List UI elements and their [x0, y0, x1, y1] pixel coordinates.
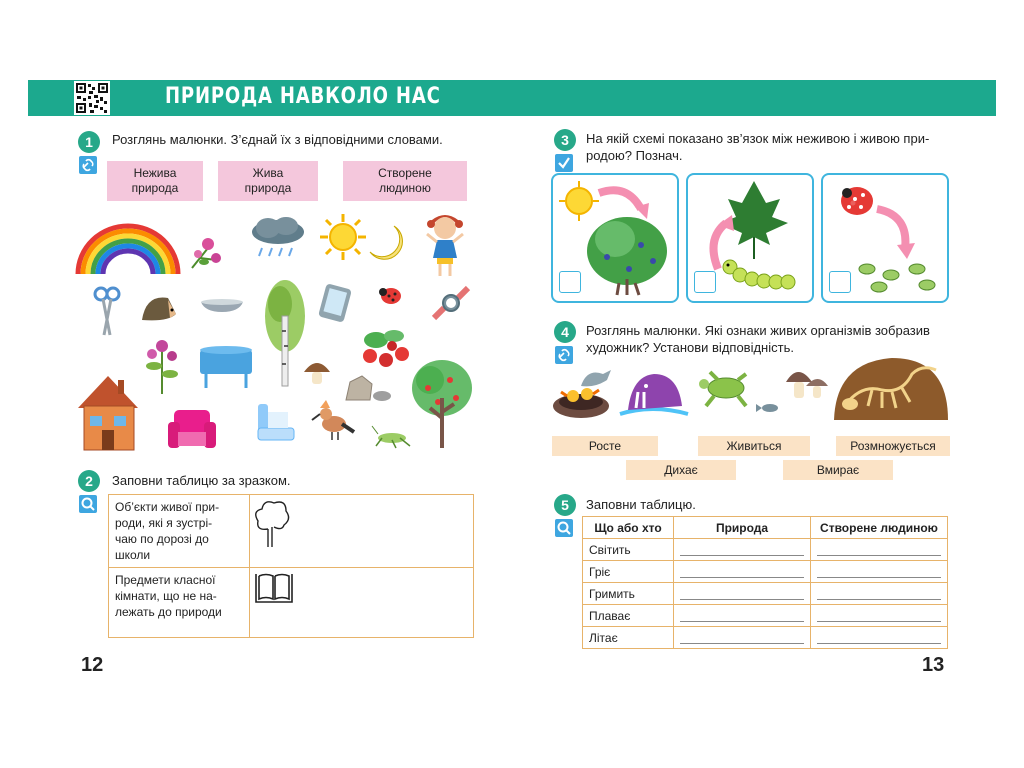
table-row — [583, 539, 948, 561]
label-man-made — [343, 161, 467, 201]
answer-cell-man-made[interactable] — [811, 539, 948, 561]
scissors-icon[interactable] — [92, 285, 122, 337]
rainbow-icon[interactable] — [74, 222, 182, 274]
table-header-row — [583, 517, 948, 539]
table-row — [583, 561, 948, 583]
task-line: Розглянь малюнки. Які ознаки живих організмів зобразив — [586, 323, 930, 338]
row-label: Плаває — [583, 605, 674, 627]
task-line: На якій схемі показано зв’язок між неживою і живою при- — [586, 131, 930, 146]
answer-cell-nature[interactable] — [674, 561, 811, 583]
book-sketch-icon — [254, 570, 294, 606]
table-cell-label — [109, 495, 250, 568]
answer-cell-nature[interactable] — [674, 539, 811, 561]
table-row — [109, 495, 474, 568]
task-2-number: 2 — [78, 470, 100, 492]
table-row — [583, 627, 948, 649]
fossil-dinosaur-icon[interactable] — [832, 354, 950, 422]
task-1-number: 1 — [78, 131, 100, 153]
label-nonliving-nature — [107, 161, 203, 201]
task-2-table — [108, 494, 474, 638]
cell-line: чаю по дорозі до — [115, 532, 209, 546]
page-title: ПРИРОДА НАВКОЛО НАС — [165, 84, 441, 109]
bowl-icon[interactable] — [199, 296, 245, 314]
answer-checkbox[interactable] — [559, 271, 581, 293]
moon-icon[interactable] — [366, 222, 406, 262]
task-3-text — [586, 130, 956, 164]
table-icon[interactable] — [196, 344, 256, 390]
table-cell-label — [109, 568, 250, 638]
search-badge[interactable] — [79, 495, 97, 513]
walrus-icon[interactable] — [618, 368, 690, 418]
answer-cell-nature[interactable] — [674, 583, 811, 605]
sign-dies[interactable]: Вмирає — [783, 460, 893, 480]
house-icon[interactable] — [74, 372, 142, 452]
sign-grows[interactable]: Росте — [552, 436, 658, 456]
task-4-text — [586, 322, 956, 356]
bird-nest-icon[interactable] — [551, 366, 617, 420]
cell-line: школи — [115, 548, 151, 562]
label-line: природа — [131, 181, 179, 195]
label-line: Створене — [378, 166, 432, 180]
grasshopper-icon[interactable] — [372, 426, 412, 448]
cell-line: роди, які я зустрі- — [115, 516, 213, 530]
table-row — [583, 605, 948, 627]
task-3-number: 3 — [554, 129, 576, 151]
search-icon — [79, 495, 97, 513]
row-label: Літає — [583, 627, 674, 649]
answer-cell-man-made[interactable] — [811, 561, 948, 583]
label-line: людиною — [379, 181, 431, 195]
cell-line: Об’єкти живої при- — [115, 500, 220, 514]
mushrooms-icon[interactable] — [784, 362, 830, 402]
answer-cell[interactable] — [250, 495, 474, 568]
wristwatch-icon[interactable] — [430, 284, 472, 322]
mushroom-icon[interactable] — [302, 358, 332, 386]
column-header: Що або хто — [583, 517, 674, 539]
link-icon — [79, 156, 97, 174]
task-5-text: Заповни таблицю. — [586, 497, 696, 512]
hoopoe-bird-icon[interactable] — [312, 398, 356, 442]
cell-line: лежать до природи — [115, 605, 222, 619]
answer-checkbox[interactable] — [829, 271, 851, 293]
apple-tree-icon[interactable] — [410, 358, 474, 450]
scheme-option-2[interactable] — [686, 173, 814, 303]
task-line: художник? Установи відповідність. — [586, 340, 794, 355]
scheme-option-3[interactable] — [821, 173, 949, 303]
answer-checkbox[interactable] — [694, 271, 716, 293]
tree-sketch-icon — [254, 499, 290, 549]
page-number-left: 12 — [81, 654, 104, 676]
task-5-number: 5 — [554, 494, 576, 516]
column-header: Створене людиною — [811, 517, 948, 539]
sun-icon[interactable] — [318, 212, 368, 262]
column-header: Природа — [674, 517, 811, 539]
armchair-icon[interactable] — [166, 404, 218, 452]
checkmark-icon — [555, 154, 573, 172]
row-label: Гримить — [583, 583, 674, 605]
sewing-machine-icon[interactable] — [252, 398, 298, 446]
ladybug-icon[interactable] — [376, 284, 406, 306]
rain-cloud-icon[interactable] — [250, 216, 306, 260]
answer-cell-man-made[interactable] — [811, 583, 948, 605]
cell-line: кімнати, що не на- — [115, 589, 217, 603]
link-badge[interactable] — [79, 156, 97, 174]
task-2-text: Заповни таблицю за зразком. — [112, 473, 291, 488]
answer-cell[interactable] — [250, 568, 474, 638]
label-line: Жива — [252, 166, 284, 180]
table-row — [109, 568, 474, 638]
task-4-number: 4 — [554, 321, 576, 343]
answer-cell-man-made[interactable] — [811, 627, 948, 649]
sign-eats[interactable]: Живиться — [698, 436, 810, 456]
task-5-table — [582, 516, 948, 649]
qr-code-icon — [74, 81, 110, 115]
task-1-text: Розглянь малюнки. З’єднай їх з відповідними словами. — [112, 132, 443, 147]
turtle-and-fish-icon[interactable] — [694, 370, 780, 418]
checkmark-badge[interactable] — [555, 154, 573, 172]
row-label: Світить — [583, 539, 674, 561]
hedgehog-icon[interactable] — [138, 290, 178, 326]
row-label: Гріє — [583, 561, 674, 583]
flower-branch-icon[interactable] — [188, 234, 224, 270]
sign-breathes[interactable]: Дихає — [626, 460, 736, 480]
scheme-option-1[interactable] — [551, 173, 679, 303]
mobile-phone-icon[interactable] — [318, 284, 352, 322]
cell-line: Предмети класної — [115, 573, 216, 587]
label-line: природа — [244, 181, 292, 195]
label-living-nature — [218, 161, 318, 201]
answer-cell-nature[interactable] — [674, 627, 811, 649]
qr-code[interactable] — [74, 81, 110, 115]
task-line: родою? Познач. — [586, 148, 683, 163]
label-line: Нежива — [133, 166, 177, 180]
answer-cell-nature[interactable] — [674, 605, 811, 627]
sign-reproduces[interactable]: Розмножується — [836, 436, 950, 456]
table-row — [583, 583, 948, 605]
strawberry-branch-icon[interactable] — [358, 326, 416, 376]
flowering-plant-icon[interactable] — [140, 336, 184, 394]
search-badge[interactable] — [555, 519, 573, 537]
link-icon — [555, 346, 573, 364]
page-number-right: 13 — [922, 654, 945, 676]
girl-icon[interactable] — [424, 212, 466, 282]
answer-cell-man-made[interactable] — [811, 605, 948, 627]
search-icon — [555, 519, 573, 537]
link-badge[interactable] — [555, 346, 573, 364]
